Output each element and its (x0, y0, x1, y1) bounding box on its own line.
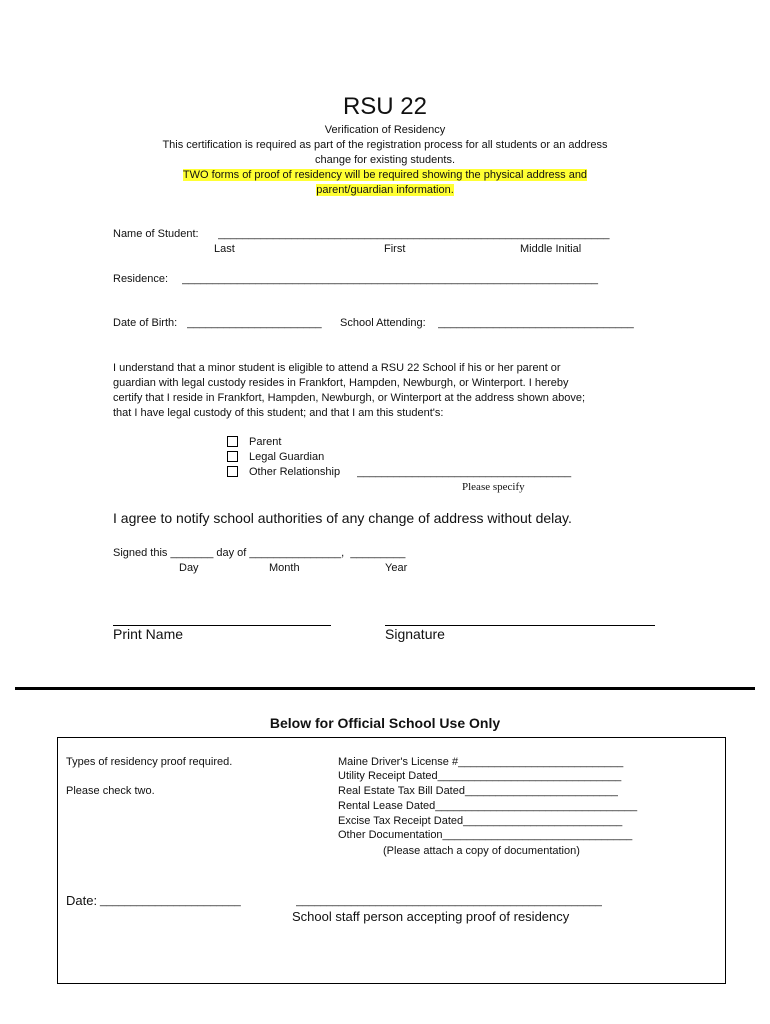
statement-line-4: that I have legal custody of this student; and that I am this student's: (113, 407, 444, 419)
other-documentation-field[interactable]: Other Documentation_______________________________ (338, 829, 633, 841)
year-label: Year (385, 562, 408, 574)
statement-line-3: certify that I reside in Frankfort, Hampden, Newburgh, or Winterport at the address shown above; (113, 392, 586, 404)
highlighted-text: TWO forms of proof of residency will be required showing the physical address and (182, 169, 588, 181)
parent-checkbox[interactable] (227, 436, 238, 447)
types-of-proof-label: Types of residency proof required. (66, 756, 233, 768)
highlighted-text: parent/guardian information. (316, 184, 454, 196)
signature-label: Signature (385, 626, 445, 642)
residence-label: Residence: (113, 273, 169, 285)
official-use-heading: Below for Official School Use Only (269, 715, 501, 731)
intro-line-2: change for existing students. (314, 154, 456, 166)
month-label: Month (269, 562, 300, 574)
day-label: Day (179, 562, 199, 574)
staff-signature-label: School staff person accepting proof of residency (292, 909, 570, 924)
drivers-license-field[interactable]: Maine Driver's License #___________________________ (338, 756, 624, 768)
statement-line-2: guardian with legal custody resides in Frankfort, Hampden, Newburgh, or Winterport. I hereby (113, 377, 569, 389)
student-name-field[interactable]: ________________________________________________________________ (218, 228, 610, 240)
legal-guardian-checkbox[interactable] (227, 451, 238, 462)
real-estate-tax-field[interactable]: Real Estate Tax Bill Dated_________________________ (338, 785, 618, 797)
agreement-statement: I agree to notify school authorities of any change of address without delay. (113, 510, 572, 526)
form-subtitle: Verification of Residency (324, 124, 446, 136)
staff-signature-field[interactable]: __________________________________________________ (296, 895, 602, 907)
page-title: RSU 22 (342, 93, 428, 120)
print-name-label: Print Name (113, 626, 184, 642)
highlight-line-1 (0, 169, 770, 181)
school-attending-label: School Attending: (340, 317, 426, 329)
check-two-label: Please check two. (66, 785, 155, 797)
other-relationship-field[interactable]: ___________________________________ (357, 466, 572, 478)
official-date-field[interactable]: _______________________ (100, 895, 241, 907)
official-date-label: Date: (66, 893, 98, 908)
dob-field[interactable]: ______________________ (187, 317, 322, 329)
excise-tax-field[interactable]: Excise Tax Receipt Dated__________________________ (338, 815, 623, 827)
section-divider (15, 687, 755, 690)
parent-option-label: Parent (249, 436, 282, 448)
statement-line-1: I understand that a minor student is eligible to attend a RSU 22 School if his or her parent or (113, 362, 561, 374)
highlight-line-2 (0, 184, 770, 196)
utility-receipt-field[interactable]: Utility Receipt Dated______________________________ (338, 770, 622, 782)
student-name-label: Name of Student: (113, 228, 199, 240)
legal-guardian-option-label: Legal Guardian (249, 451, 325, 463)
other-relationship-option-label: Other Relationship (249, 466, 341, 478)
dob-label: Date of Birth: (113, 317, 178, 329)
attach-copy-note: (Please attach a copy of documentation) (383, 845, 580, 857)
residence-field[interactable]: ____________________________________________________________________ (182, 273, 599, 285)
intro-line-1: This certification is required as part of the registration process for all students or an address (162, 139, 608, 151)
first-name-label: First (384, 243, 406, 255)
middle-initial-label: Middle Initial (520, 243, 582, 255)
school-attending-field[interactable]: ________________________________ (438, 317, 634, 329)
rental-lease-field[interactable]: Rental Lease Dated_________________________________ (338, 800, 638, 812)
last-name-label: Last (214, 243, 235, 255)
other-relationship-checkbox[interactable] (227, 466, 238, 477)
please-specify-label: Please specify (462, 481, 525, 493)
signed-date-line[interactable]: Signed this _______ day of _______________, _________ (113, 547, 406, 559)
